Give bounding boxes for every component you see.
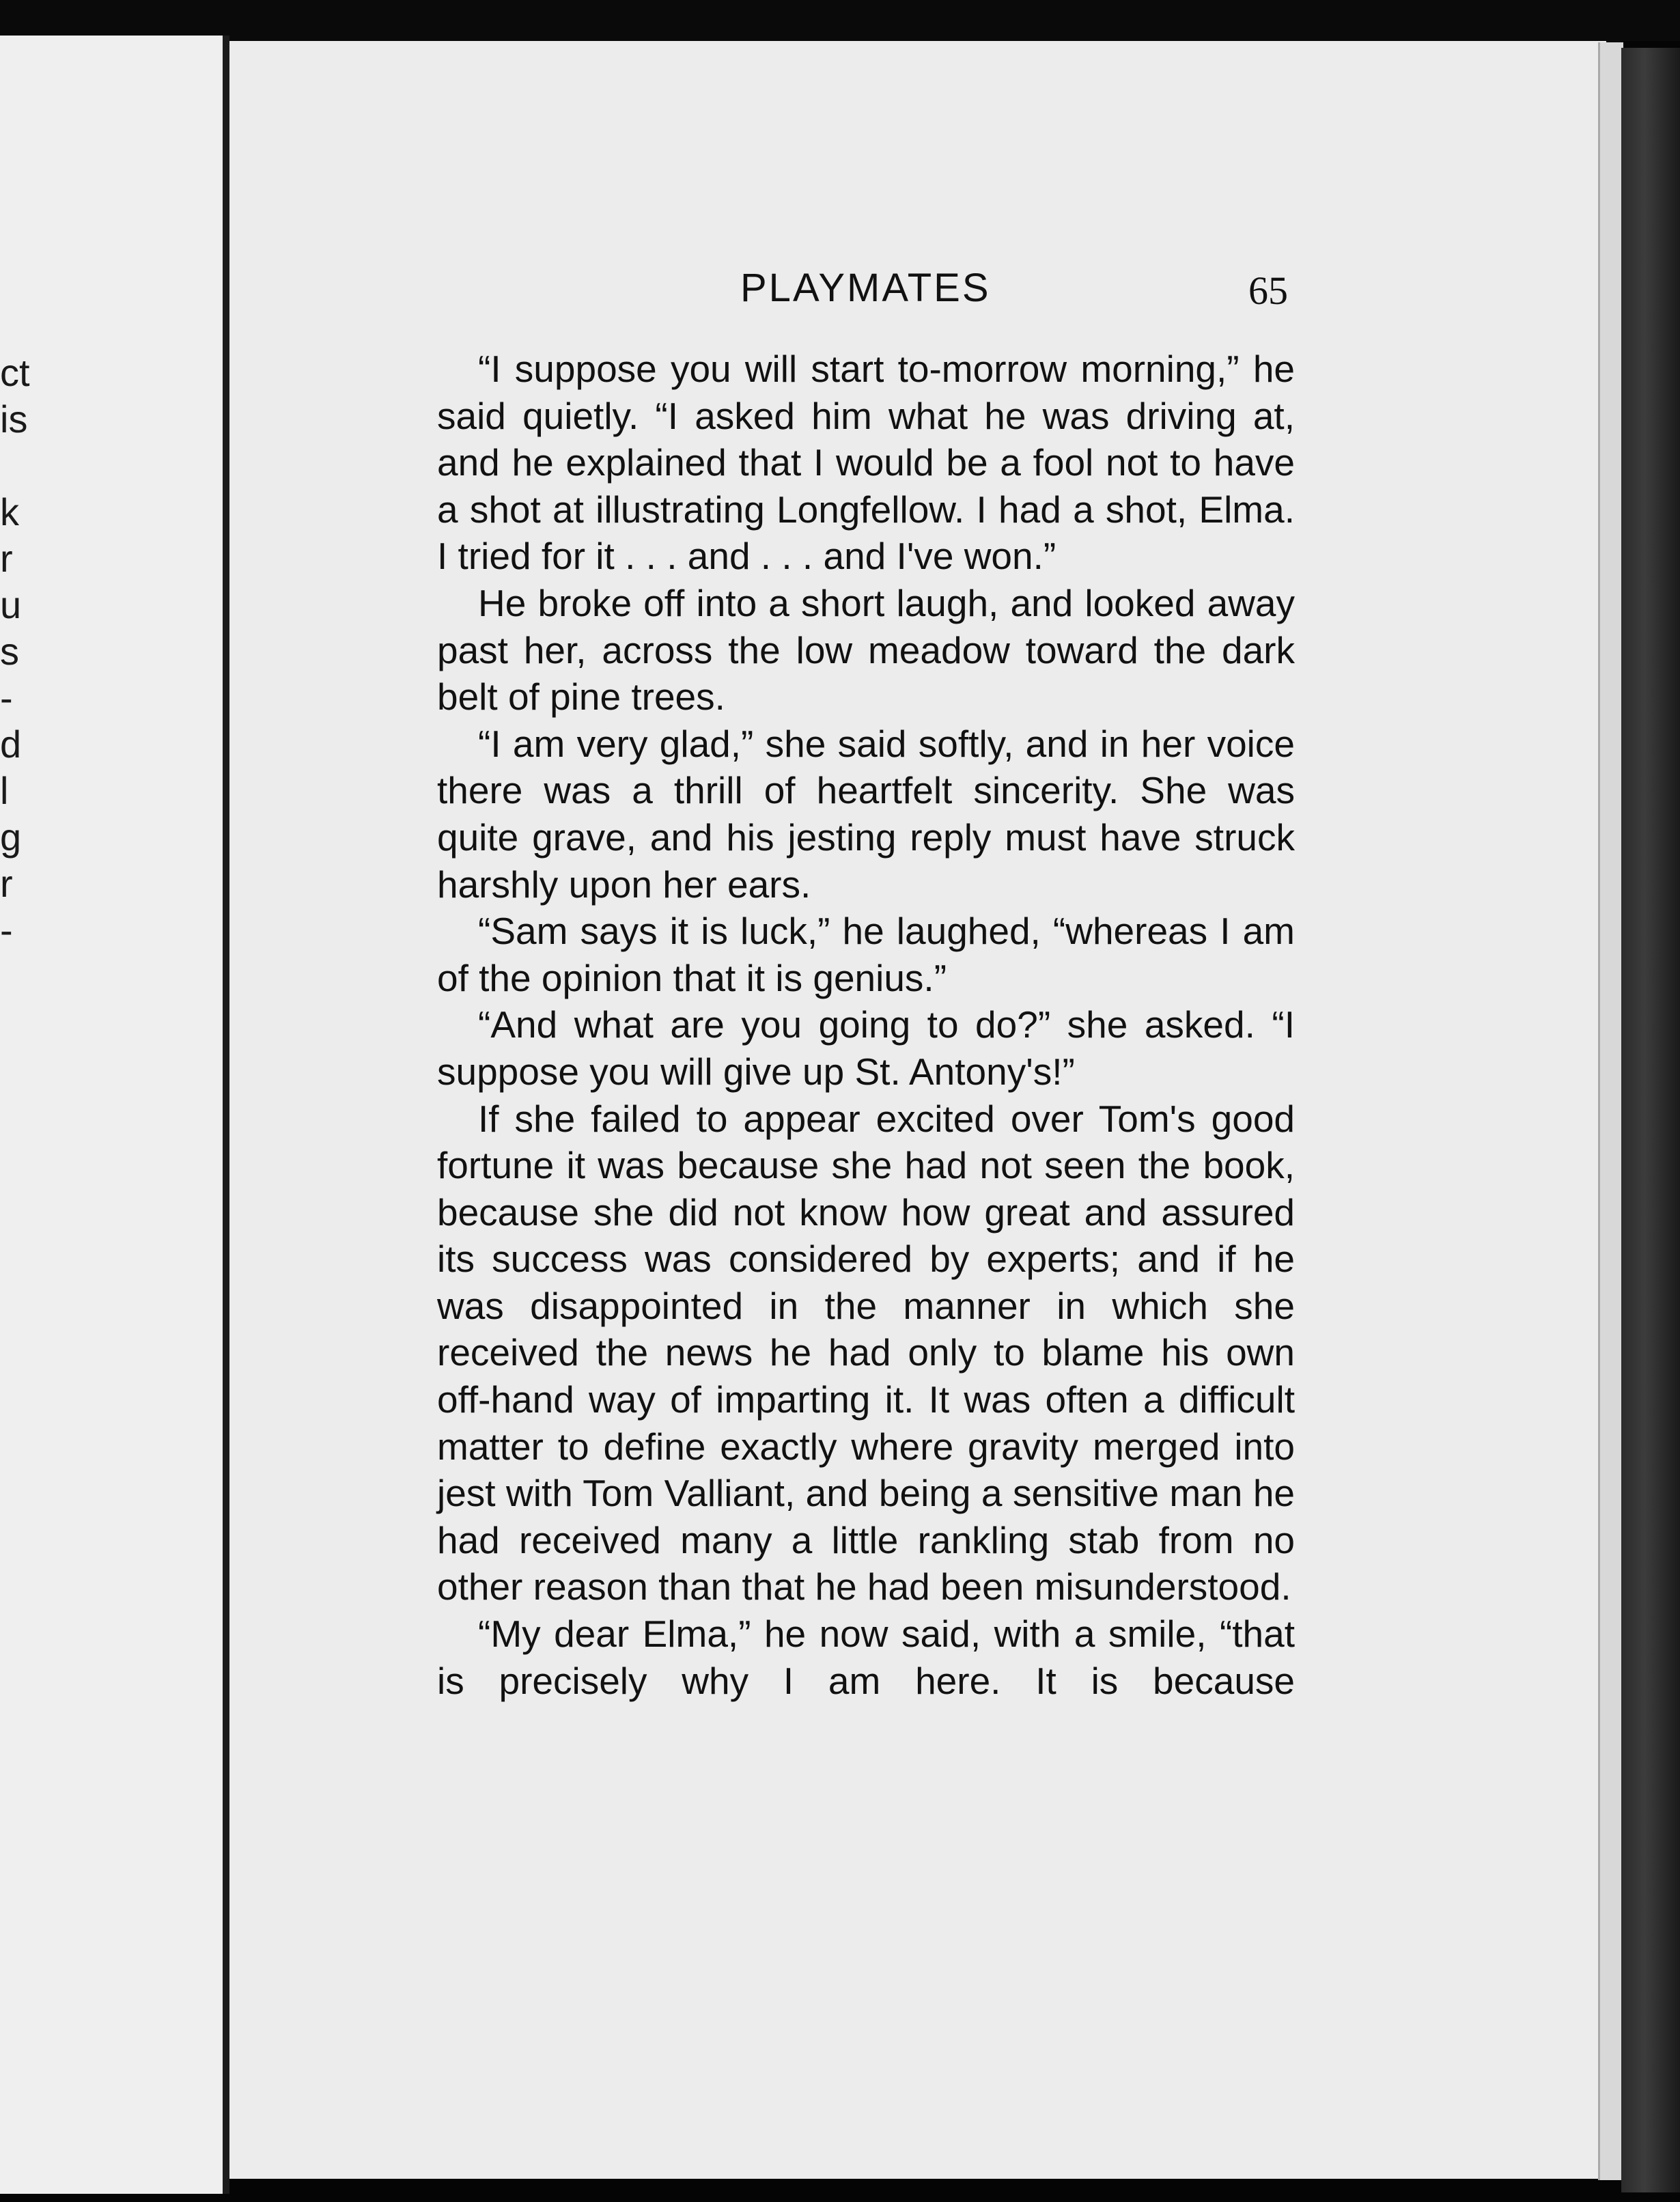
left-fragment-6: s bbox=[0, 630, 19, 673]
paragraph-6: If she failed to appear excited over Tom's good fortune it was because she had not seen the book, because she did not know how great and assured its success was considered by experts; and if he was disappointed in the manner in which she received the news he had only to blame his own off-hand way of imparting it. It was often a difficult matter to define exactly where gravity merged into jest with Tom Valliant, and being a sensitive man he had received many a little rankling stab from no other reason than that he had been misunderstood. bbox=[437, 1097, 1295, 1608]
left-fragment-5: u bbox=[0, 583, 22, 626]
left-fragment-11: r bbox=[0, 862, 13, 905]
book-gutter bbox=[223, 36, 229, 2194]
running-head: PLAYMATES bbox=[740, 266, 991, 310]
scan-top-border bbox=[0, 0, 1680, 41]
paragraph-5: “And what are you going to do?” she asked. “I suppose you will give up St. Antony's!” bbox=[437, 1003, 1295, 1093]
paragraph-2: He broke off into a short laugh, and looked away past her, across the low meadow toward the dark belt of pine trees. bbox=[437, 581, 1295, 719]
left-fragment-9: l bbox=[0, 769, 9, 812]
book-cover-edge bbox=[1621, 48, 1680, 2192]
paragraph-3: “I am very glad,” she said softly, and in her voice there was a thrill of heartfelt sincerity. She was quite grave, and his jesting reply must have struck harshly upon her ears. bbox=[437, 722, 1295, 906]
left-fragment-7: - bbox=[0, 676, 13, 719]
left-fragment-1: ct bbox=[0, 351, 30, 394]
page-number: 65 bbox=[1248, 268, 1288, 313]
paragraph-7: “My dear Elma,” he now said, with a smile, “that is precisely why I am here. It is because bbox=[437, 1613, 1295, 1702]
left-page-fragment bbox=[0, 36, 227, 2194]
left-fragment-10: g bbox=[0, 816, 22, 859]
left-fragment-8: d bbox=[0, 723, 22, 766]
left-fragment-3: k bbox=[0, 490, 19, 533]
page-edge bbox=[1598, 42, 1623, 2180]
left-fragment-2: is bbox=[0, 398, 28, 441]
left-fragment-12: - bbox=[0, 908, 13, 951]
body-text bbox=[437, 346, 1295, 1704]
paragraph-4: “Sam says it is luck,” he laughed, “whereas I am of the opinion that it is genius.” bbox=[437, 910, 1295, 999]
left-fragment-4: r bbox=[0, 537, 13, 580]
paragraph-1: “I suppose you will start to-morrow morning,” he said quietly. “I asked him what he was driving at, and he explained that I would be a fool not to have a shot at illustrating Longfellow. I had a shot, Elma. I tried for it . . . and . . . and I've won.” bbox=[437, 348, 1295, 578]
